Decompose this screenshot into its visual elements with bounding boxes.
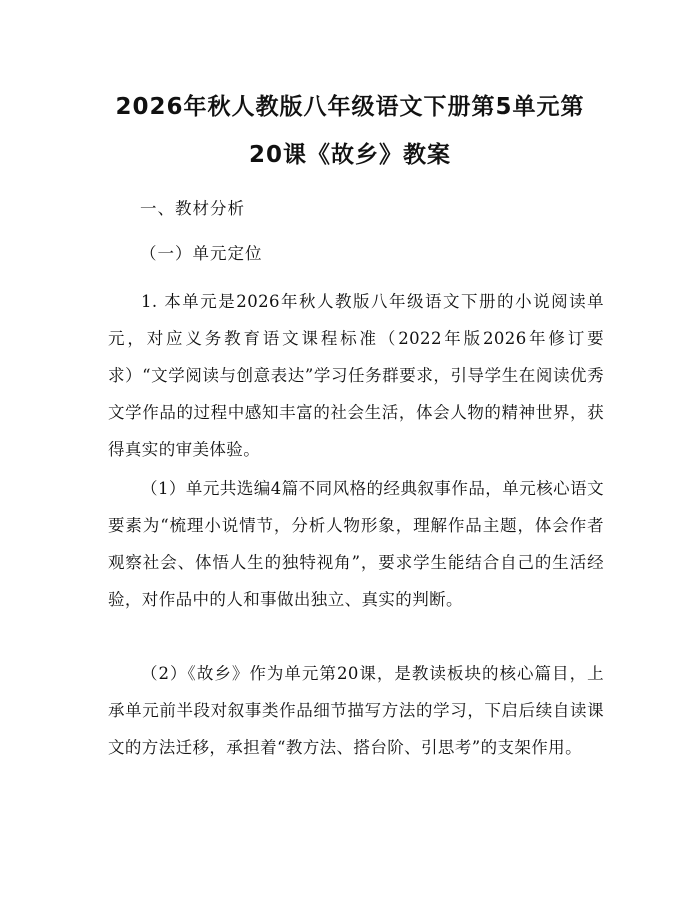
paragraph-unit-elements: （1）单元共选编4篇不同风格的经典叙事作品，单元核心语文要素为“梳理小说情节，分析人物形象，理解作品主题，体会作者观察社会、体悟人生的独特视角”，要求学生能结合自己的生活经验，对作品中的人和事做出独立、真实的判断。 — [108, 479, 604, 609]
section-heading: 一、教材分析 — [140, 199, 245, 218]
document-title-line-2: 20课《故乡》教案 — [248, 142, 451, 168]
subsection-heading: （一）单元定位 — [140, 244, 263, 263]
paragraph-unit-overview: 1. 本单元是2026年秋人教版八年级语文下册的小说阅读单元，对应义务教育语文课程标准（2022年版2026年修订要求）“文学阅读与创意表达”学习任务群要求，引导学生在阅读优秀文学作品的过程中感知丰富的社会生活，体会人物的精神世界，获得真实的审美体验。 — [108, 292, 604, 459]
document-title-line-1: 2026年秋人教版八年级语文下册第5单元第 — [115, 94, 585, 120]
paragraph-lesson-role: （2）《故乡》作为单元第20课，是教读板块的核心篇目，上承单元前半段对叙事类作品细节描写方法的学习，下启后续自读课文的方法迁移，承担着“教方法、搭台阶、引思考”的支架作用。 — [108, 664, 604, 757]
